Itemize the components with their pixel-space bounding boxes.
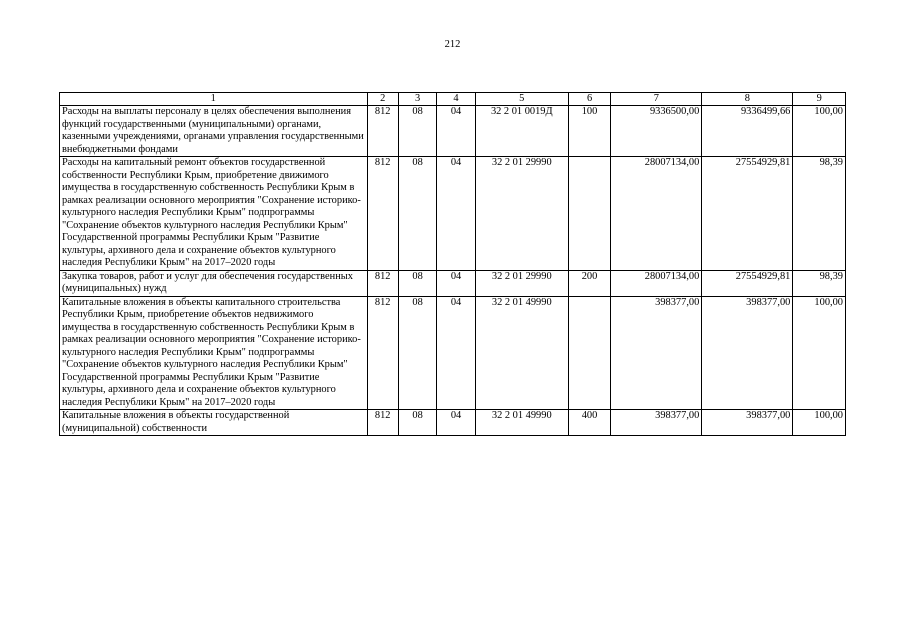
table-row — [60, 296, 846, 410]
row-code-3: 08 — [398, 296, 436, 410]
header-cell-7: 7 — [611, 93, 702, 106]
header-cell-8: 8 — [702, 93, 793, 106]
row-code-2: 812 — [367, 296, 398, 410]
table-row — [60, 410, 846, 436]
row-amount-actual: 398377,00 — [702, 410, 793, 436]
row-description: Расходы на капитальный ремонт объектов государственной собственности Республики Крым, приобретение движимого имущества в государственную собственность Республики Крым в рамках реализации основного мероприятия "Сохранение историко-культурного наследия Республики Крым" подпрограммы "Сохранение объектов культурного наследия Республики Крым" Государственной программы Республики Крым "Развитие культуры, архивного дела и сохранение объектов культурного наследия Республики Крым" на 2017–2020 годы — [60, 157, 368, 271]
row-description: Расходы на выплаты персоналу в целях обеспечения выполнения функций государственными (муниципальными) органами, казенными учреждениями, органами управления государственными внебюджетными фондами — [60, 106, 368, 157]
header-cell-6: 6 — [568, 93, 610, 106]
page-number: 212 — [444, 39, 461, 50]
row-description: Закупка товаров, работ и услуг для обеспечения государственных (муниципальных) нужд — [60, 270, 368, 296]
row-code-4: 04 — [437, 296, 475, 410]
row-percent: 98,39 — [793, 157, 846, 271]
row-description: Капитальные вложения в объекты государственной (муниципальной) собственности — [60, 410, 368, 436]
header-cell-2: 2 — [367, 93, 398, 106]
row-code-2: 812 — [367, 410, 398, 436]
row-code-6: 400 — [568, 410, 610, 436]
row-code-4: 04 — [437, 270, 475, 296]
row-percent: 100,00 — [793, 410, 846, 436]
row-code-2: 812 — [367, 106, 398, 157]
row-code-3: 08 — [398, 157, 436, 271]
budget-table — [59, 92, 846, 436]
row-amount-plan: 398377,00 — [611, 410, 702, 436]
row-amount-plan: 28007134,00 — [611, 270, 702, 296]
header-cell-1: 1 — [60, 93, 368, 106]
row-code-3: 08 — [398, 410, 436, 436]
row-amount-actual: 398377,00 — [702, 296, 793, 410]
row-code-2: 812 — [367, 157, 398, 271]
header-cell-5: 5 — [475, 93, 568, 106]
row-code-6 — [568, 157, 610, 271]
row-code-6 — [568, 296, 610, 410]
row-amount-plan: 9336500,00 — [611, 106, 702, 157]
row-amount-plan: 398377,00 — [611, 296, 702, 410]
row-code-4: 04 — [437, 157, 475, 271]
row-code-6: 200 — [568, 270, 610, 296]
row-code-5: 32 2 01 49990 — [475, 296, 568, 410]
header-cell-3: 3 — [398, 93, 436, 106]
table-row — [60, 270, 846, 296]
row-code-3: 08 — [398, 106, 436, 157]
row-code-5: 32 2 01 29990 — [475, 270, 568, 296]
row-code-5: 32 2 01 49990 — [475, 410, 568, 436]
row-code-5: 32 2 01 29990 — [475, 157, 568, 271]
row-amount-actual: 27554929,81 — [702, 157, 793, 271]
header-cell-4: 4 — [437, 93, 475, 106]
row-code-5: 32 2 01 0019Д — [475, 106, 568, 157]
row-code-4: 04 — [437, 106, 475, 157]
header-row — [60, 93, 846, 106]
row-code-4: 04 — [437, 410, 475, 436]
row-amount-actual: 27554929,81 — [702, 270, 793, 296]
header-cell-9: 9 — [793, 93, 846, 106]
row-code-3: 08 — [398, 270, 436, 296]
row-percent: 100,00 — [793, 296, 846, 410]
row-description: Капитальные вложения в объекты капитального строительства Республики Крым, приобретение объектов недвижимого имущества в государственную собственность Республики Крым в рамках реализации основного мероприятия "Сохранение историко-культурного наследия Республики Крым" подпрограммы "Сохранение объектов культурного наследия Республики Крым" Государственной программы Республики Крым "Развитие культуры, архивного дела и сохранение объектов культурного наследия Республики Крым" на 2017–2020 годы — [60, 296, 368, 410]
table-row — [60, 157, 846, 271]
row-percent: 98,39 — [793, 270, 846, 296]
row-amount-actual: 9336499,66 — [702, 106, 793, 157]
row-code-6: 100 — [568, 106, 610, 157]
row-amount-plan: 28007134,00 — [611, 157, 702, 271]
table-row — [60, 106, 846, 157]
row-code-2: 812 — [367, 270, 398, 296]
row-percent: 100,00 — [793, 106, 846, 157]
